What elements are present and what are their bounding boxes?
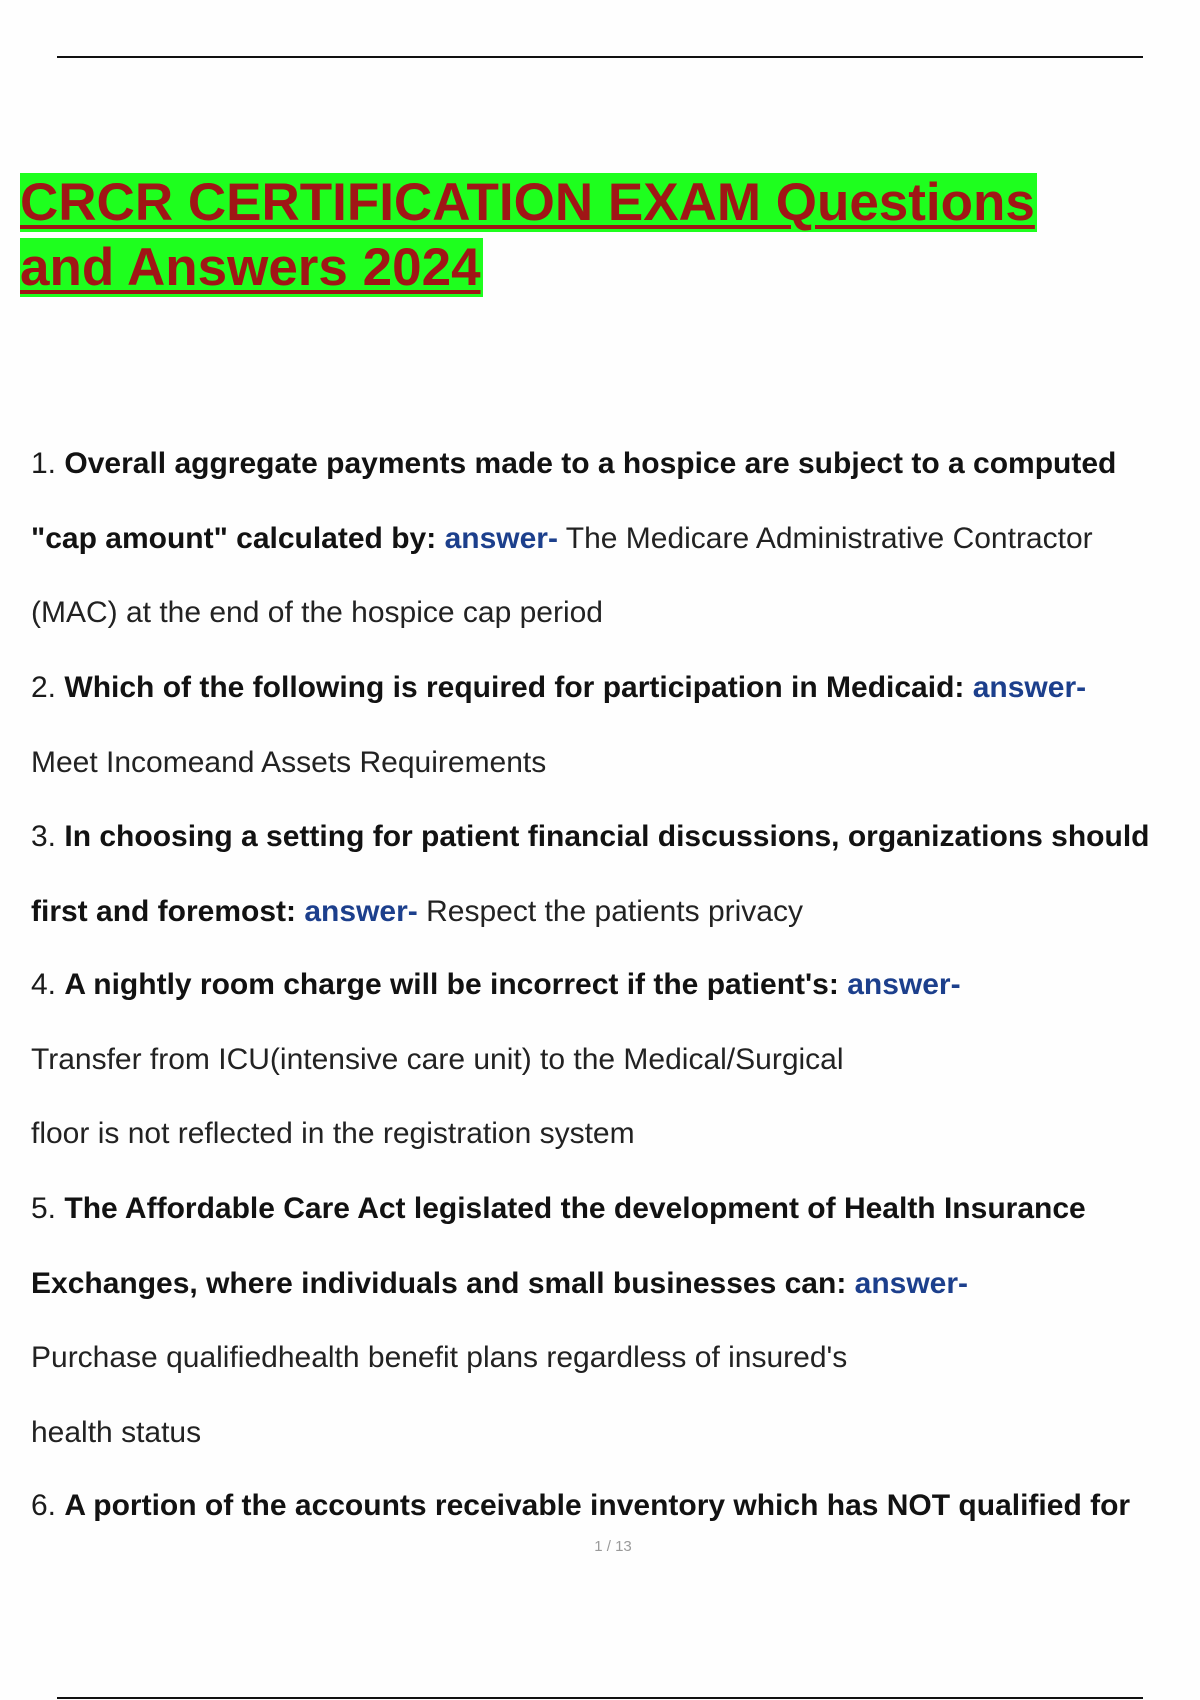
answer-text: Purchase qualifiedhealth benefit plans regardless of insured's xyxy=(31,1341,848,1374)
qa-item-3 xyxy=(31,800,1200,949)
qa-item-1 xyxy=(31,427,1200,651)
qa-line xyxy=(31,502,1200,577)
qa-line xyxy=(31,1172,1200,1247)
answer-marker: answer- xyxy=(304,894,418,928)
document-title xyxy=(20,170,1180,300)
qa-item-2 xyxy=(31,651,1200,800)
answer-text: floor is not reflected in the registration system xyxy=(31,1117,635,1150)
bottom-divider xyxy=(57,1697,1143,1699)
answer-text: health status xyxy=(31,1415,202,1449)
item-number: 6. xyxy=(31,1489,57,1522)
qa-line xyxy=(31,1321,1200,1396)
qa-line xyxy=(31,726,1200,801)
answer-marker: answer- xyxy=(847,968,961,1001)
item-number: 2. xyxy=(31,671,57,704)
page-indicator: 1 / 13 xyxy=(594,1538,632,1555)
qa-line xyxy=(31,576,1200,651)
question-text: "cap amount" calculated by: xyxy=(31,521,437,555)
answer-text: Transfer from ICU(intensive care unit) to the Medical/Surgical xyxy=(31,1042,844,1076)
qa-line xyxy=(31,1097,1200,1172)
qa-item-6 xyxy=(31,1469,1200,1544)
question-text: In choosing a setting for patient financial discussions, organizations should xyxy=(64,820,1150,853)
qa-line xyxy=(31,1469,1200,1544)
qa-item-4 xyxy=(31,948,1200,1172)
qa-line xyxy=(31,1023,1200,1098)
qa-line xyxy=(31,1247,1200,1322)
qa-line xyxy=(31,875,1200,950)
answer-text: The Medicare Administrative Contractor xyxy=(565,521,1093,555)
qa-line xyxy=(31,1396,1200,1471)
question-text: The Affordable Care Act legislated the development of Health Insurance xyxy=(64,1192,1086,1225)
item-number: 5. xyxy=(31,1192,57,1225)
question-text: Which of the following is required for participation in Medicaid: xyxy=(64,671,965,704)
top-divider xyxy=(57,56,1143,58)
question-text: A portion of the accounts receivable inventory which has NOT qualified for xyxy=(64,1489,1131,1522)
question-text: Exchanges, where individuals and small businesses can: xyxy=(31,1266,847,1300)
title-line-2: and Answers 2024 xyxy=(20,238,481,297)
qa-line xyxy=(31,651,1200,726)
answer-text: Respect the patients privacy xyxy=(426,894,803,928)
question-text: A nightly room charge will be incorrect if the patient's: xyxy=(64,968,839,1001)
item-number: 3. xyxy=(31,820,57,853)
answer-text: (MAC) at the end of the hospice cap period xyxy=(31,596,603,629)
qa-line xyxy=(31,800,1200,875)
answer-marker: answer- xyxy=(444,521,558,555)
title-line-1: CRCR CERTIFICATION EXAM Questions xyxy=(20,173,1035,232)
answer-marker: answer- xyxy=(972,671,1087,704)
answer-marker: answer- xyxy=(854,1266,969,1300)
question-text: Overall aggregate payments made to a hospice are subject to a computed xyxy=(64,447,1117,480)
question-text: first and foremost: xyxy=(31,894,297,928)
item-number: 4. xyxy=(31,968,57,1001)
answer-text: Meet Incomeand Assets Requirements xyxy=(31,745,547,779)
item-number: 1. xyxy=(31,447,57,480)
qa-line xyxy=(31,948,1200,1023)
qa-line xyxy=(31,427,1200,502)
qa-item-5 xyxy=(31,1172,1200,1470)
